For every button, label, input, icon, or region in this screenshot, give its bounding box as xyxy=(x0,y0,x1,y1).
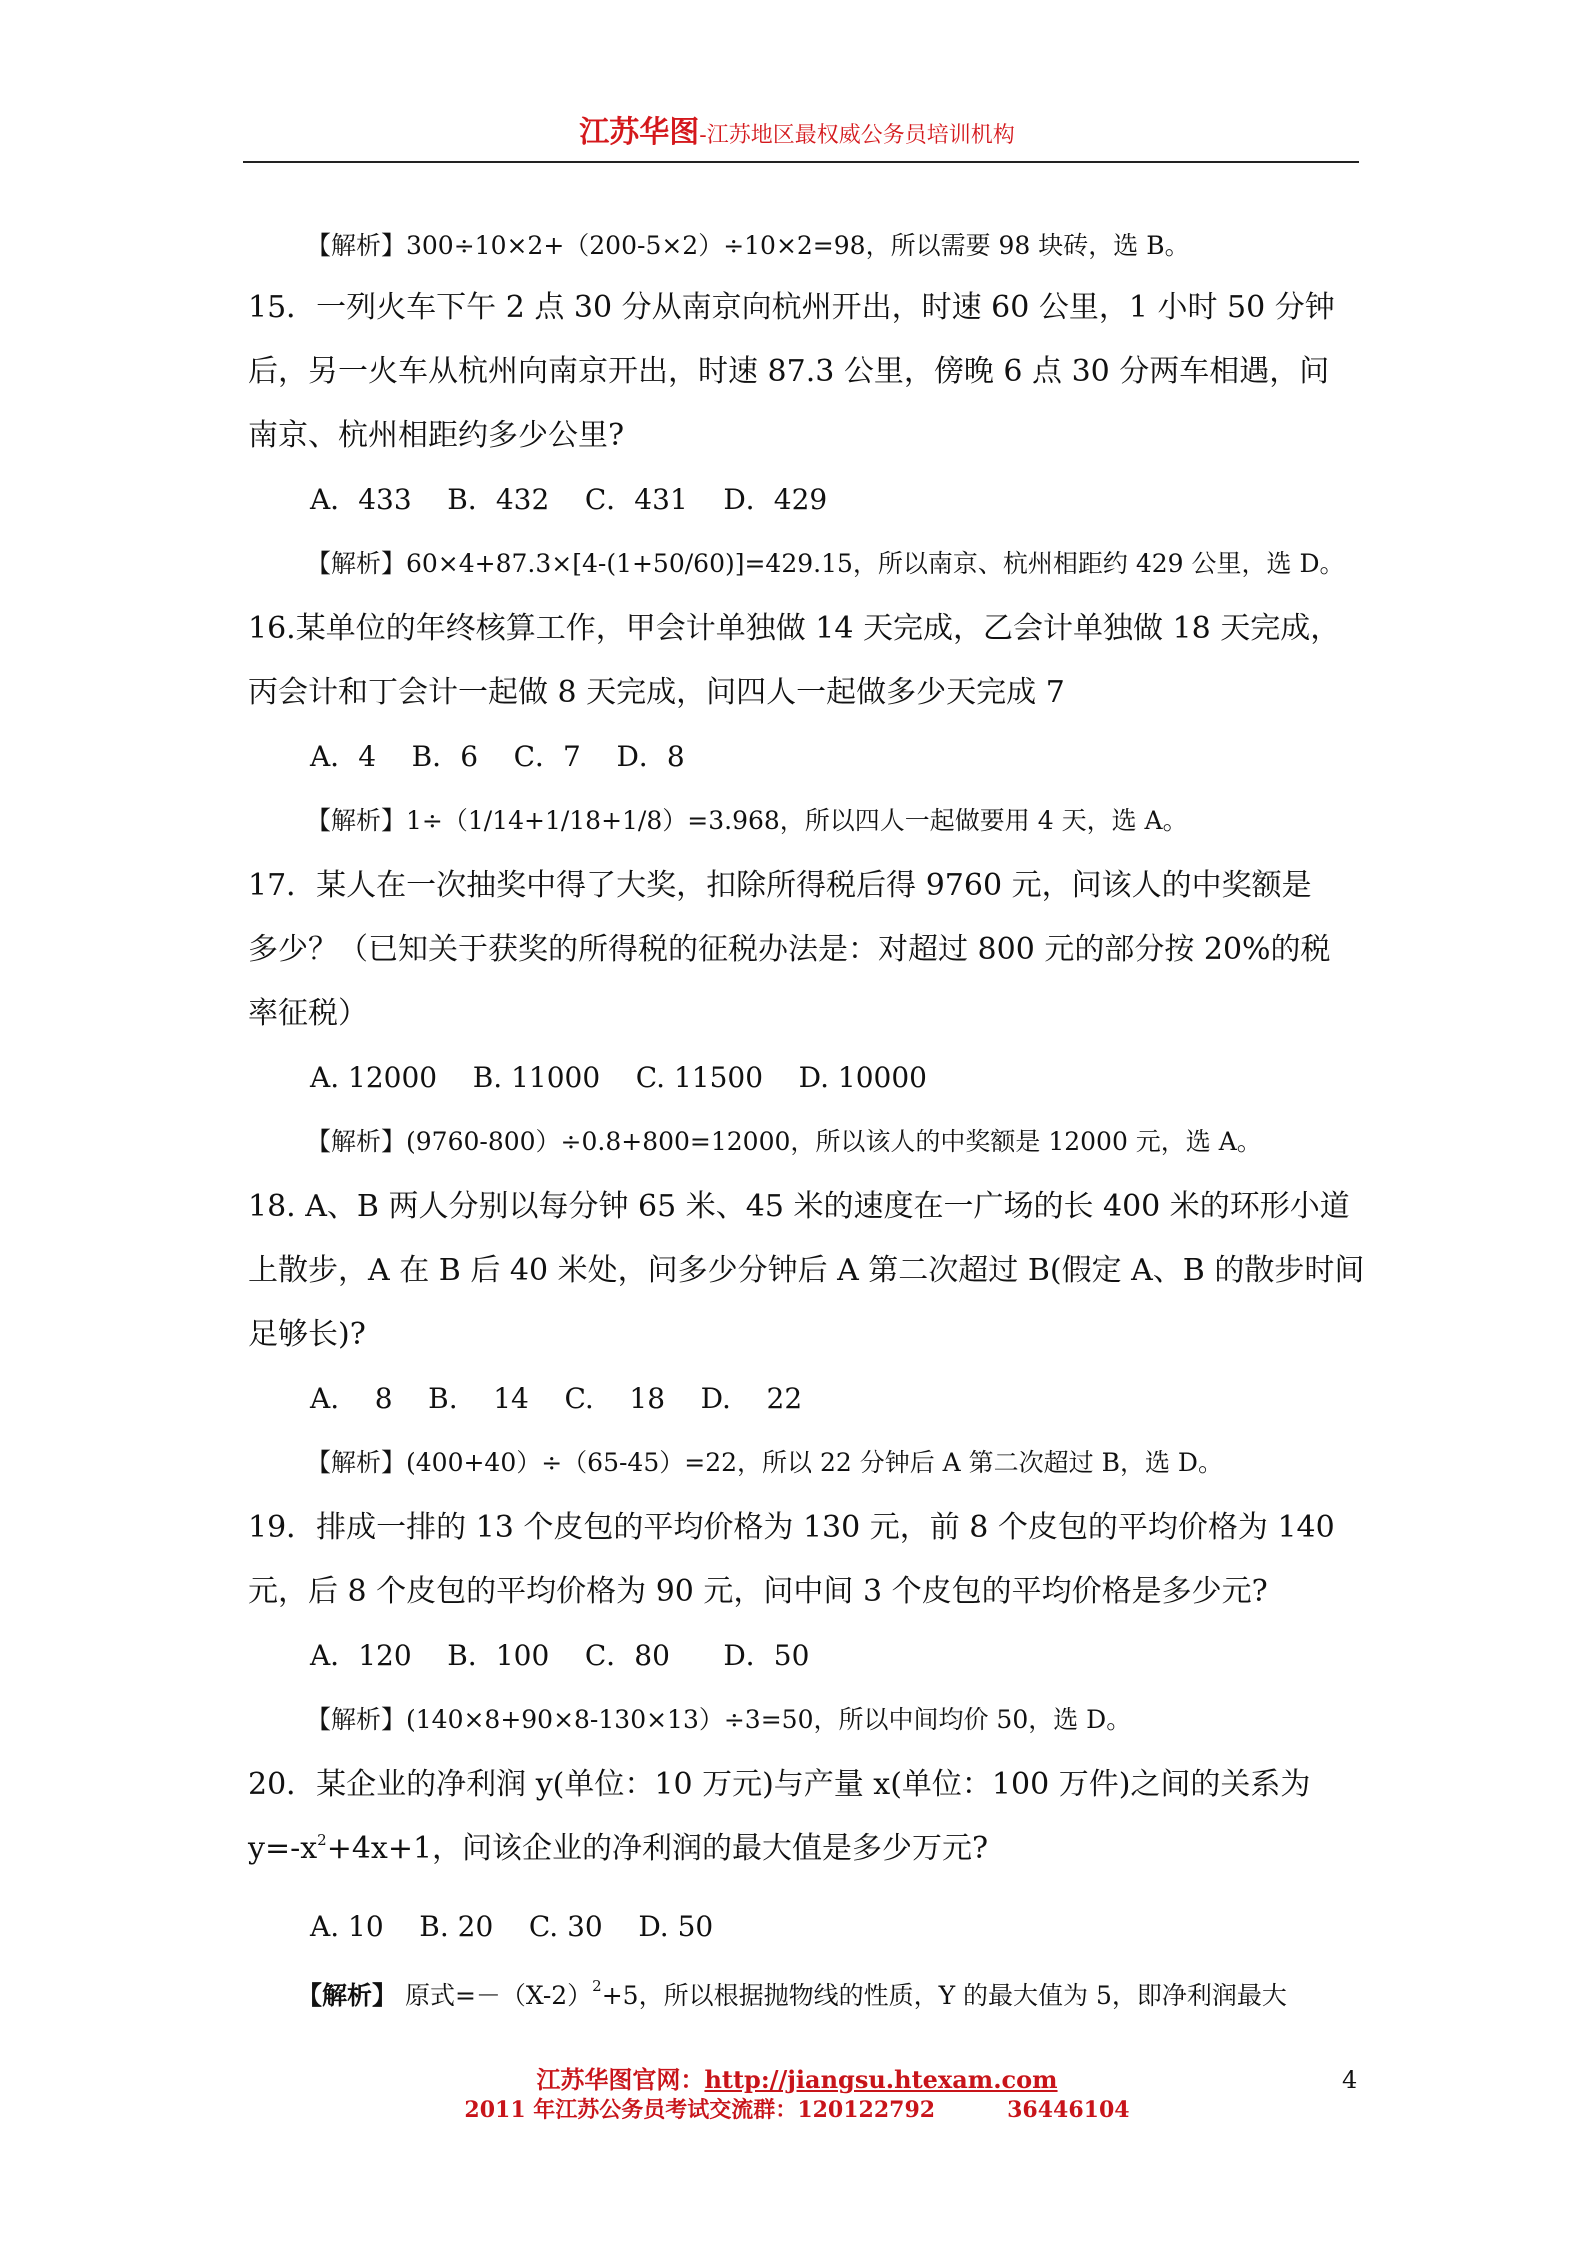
brand-name: 江苏华图 xyxy=(579,115,700,150)
analysis-tag: 【解析】 xyxy=(297,1981,398,2010)
question-19-line-1: 19．排成一排的 13 个皮包的平均价格为 130 元，前 8 个皮包的平均价格为 140 xyxy=(248,1510,1335,1545)
question-15-line-1: 15．一列火车下午 2 点 30 分从南京向杭州开出，时速 60 公里，1 小时 50 分钟 xyxy=(248,290,1335,325)
footer-group-number-2: 36446104 xyxy=(1007,2097,1130,2123)
question-18-line-1: 18. A、B 两人分别以每分钟 65 米、45 米的速度在一广场的长 400 米的环形小道 xyxy=(248,1189,1350,1224)
question-15-line-2: 后，另一火车从杭州向南京开出，时速 87.3 公里，傍晚 6 点 30 分两车相遇，问 xyxy=(248,354,1330,389)
formula-exponent: 2 xyxy=(317,1831,327,1849)
question-15-options: A．433 B．432 C．431 D．429 xyxy=(310,483,828,516)
question-20-line-2 xyxy=(248,1829,988,1869)
question-17-line-2: 多少？（已知关于获奖的所得税的征税办法是：对超过 800 元的部分按 20%的税 xyxy=(248,932,1331,967)
question-17-line-1: 17．某人在一次抽奖中得了大奖，扣除所得税后得 9760 元，问该人的中奖额是 xyxy=(248,868,1312,903)
question-18-line-3: 足够长)? xyxy=(248,1317,366,1352)
question-17-line-3: 率征税） xyxy=(248,996,368,1031)
question-19-line-2: 元，后 8 个皮包的平均价格为 90 元，问中间 3 个皮包的平均价格是多少元? xyxy=(248,1574,1268,1609)
question-17-options: A. 12000 B. 11000 C. 11500 D. 10000 xyxy=(310,1061,927,1094)
analysis-16: 【解析】1÷（1/14+1/18+1/8）=3.968，所以四人一起做要用 4 天，选 A。 xyxy=(306,806,1188,835)
question-16-line-1: 16.某单位的年终核算工作，甲会计单独做 14 天完成，乙会计单独做 18 天完成， xyxy=(248,611,1341,646)
analysis-20-post: +5，所以根据抛物线的性质，Y 的最大值为 5，即净利润最大 xyxy=(601,1981,1287,2010)
analysis-14: 【解析】300÷10×2+（200-5×2）÷10×2=98，所以需要 98 块砖，选 B。 xyxy=(306,231,1190,260)
footer-site-label: 江苏华图官网： xyxy=(536,2065,705,2094)
question-18-options: A. 8 B. 14 C. 18 D. 22 xyxy=(310,1382,803,1415)
question-19-options: A．120 B．100 C．80 D．50 xyxy=(310,1639,810,1672)
analysis-20-pre: 原式=－（X-2） xyxy=(397,1981,593,2010)
formula-post: +4x+1，问该企业的净利润的最大值是多少万元? xyxy=(326,1831,989,1866)
analysis-17: 【解析】(9760-800）÷0.8+800=12000，所以该人的中奖额是 12000 元，选 A。 xyxy=(306,1127,1262,1156)
analysis-18: 【解析】(400+40）÷（65-45）=22，所以 22 分钟后 A 第二次超过 B，选 D。 xyxy=(306,1448,1223,1477)
analysis-19: 【解析】(140×8+90×8-130×13）÷3=50，所以中间均价 50，选 D。 xyxy=(306,1705,1132,1734)
footer-group-number-1: 120122792 xyxy=(797,2097,936,2123)
question-16-options: A．4 B．6 C．7 D．8 xyxy=(310,740,685,773)
analysis-20-exponent: 2 xyxy=(592,1977,602,1995)
page-number: 4 xyxy=(1342,2066,1358,2094)
analysis-15: 【解析】60×4+87.3×[4-(1+50/60)]=429.15，所以南京、杭州相距约 429 公里，选 D。 xyxy=(306,549,1345,578)
question-20-line-1: 20．某企业的净利润 y(单位：10 万元)与产量 x(单位：100 万件)之间的关系为 xyxy=(248,1767,1311,1802)
question-20-options: A. 10 B. 20 C. 30 D. 50 xyxy=(310,1910,714,1943)
formula-pre: y=-x xyxy=(248,1831,318,1866)
brand-tagline: -江苏地区最权威公务员培训机构 xyxy=(699,123,1015,148)
question-18-line-2: 上散步，A 在 B 后 40 米处，问多少分钟后 A 第二次超过 B(假定 A、B 的散步时间 xyxy=(248,1253,1365,1288)
question-15-line-3: 南京、杭州相距约多少公里? xyxy=(248,418,625,453)
footer-group-label: 2011 年江苏公务员考试交流群： xyxy=(464,2097,798,2123)
analysis-20 xyxy=(297,1978,1287,2014)
footer-qq-groups xyxy=(0,2095,1594,2125)
question-16-line-2: 丙会计和丁会计一起做 8 天完成，问四人一起做多少天完成 7 xyxy=(248,675,1065,710)
footer-site-link[interactable]: http://jiangsu.htexam.com xyxy=(704,2065,1058,2094)
